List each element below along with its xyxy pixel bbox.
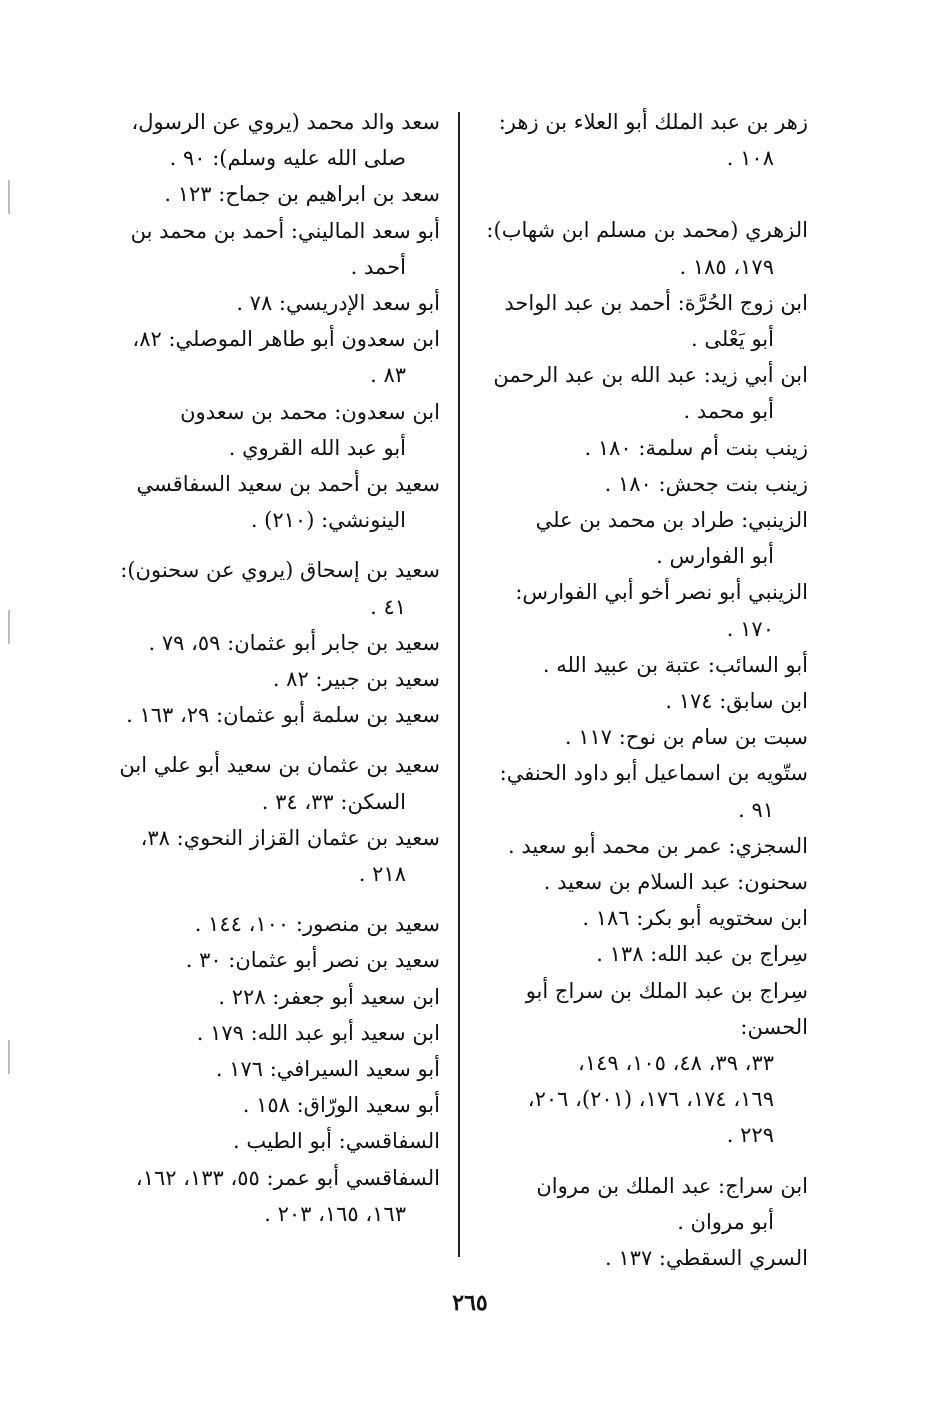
index-entry: زينب بنت أم سلمة: ١٨٠ . (584, 435, 808, 460)
index-entry: الزهري (محمد بن مسلم ابن شهاب): ١٧٩، ١٨٥ . (486, 218, 808, 279)
index-entry: سعيد بن جابر أبو عثمان: ٥٩، ٧٩ . (148, 630, 440, 655)
index-entry: ابن سختويه أبو بكر: ١٨٦ . (582, 906, 808, 931)
index-column-left (105, 104, 440, 1232)
index-entry: السفاقسي أبو عمر: ٥٥، ١٣٣، ١٦٢، ١٦٣، ١٦٥، ٢٠٣ . (135, 1165, 440, 1226)
index-entry: سعد بن ابراهيم بن جماح: ١٢٣ . (164, 182, 440, 207)
index-entry: أبو السائب: عتبة بن عبيد الله . (542, 652, 808, 677)
index-entry: الزينبي أبو نصر أخو أبي الفوارس: ١٧٠ . (515, 580, 808, 641)
index-entry: ابن سعدون: محمد بن سعدون أبو عبد الله القروي . (180, 399, 440, 460)
index-entry: السفاقسي: أبو الطيب . (233, 1129, 440, 1154)
index-entry: سعيد بن أحمد بن سعيد السفاقسي الينونشي: (٢١٠) . (136, 472, 440, 533)
index-entry: ابن أبي زيد: عبد الله بن عبد الرحمن أبو محمد . (493, 363, 808, 424)
index-entry: سعيد بن جبير: ٨٢ . (272, 667, 440, 692)
index-entry: ابن زوج الحُرَّة: أحمد بن عبد الواحد أبو يَعْلى . (504, 290, 808, 352)
index-entry: أبو سعيد السيرافي: ١٧٦ . (215, 1057, 440, 1082)
index-entry: سِراج بن عبد الملك بن سراج أبو الحسن: ٣٣، ٣٩، ٤٨، ١٠٥، ١٤٩، ١٦٩، ١٧٤، ١٧٦، (٢٠١)، ٢٠٦، ٢٢٩ . (525, 978, 808, 1148)
index-entry: سعيد بن نصر أبو عثمان: ٣٠ . (185, 948, 440, 973)
index-entry: سبت بن سام بن نوح: ١١٧ . (564, 725, 808, 750)
scan-margin-mark (8, 1040, 10, 1074)
index-entry: سعيد بن عثمان بن سعيد أبو علي ابن السكن: ٣٣، ٣٤ . (119, 753, 440, 814)
index-entry: السري السقطي: ١٣٧ . (605, 1246, 808, 1271)
index-entry: ابن سعدون أبو طاهر الموصلي: ٨٢، ٨٣ . (132, 327, 440, 388)
index-entry: سعد والد محمد (يروي عن الرسول، صلى الله عليه وسلم): ٩٠ . (131, 110, 440, 171)
scan-margin-mark (8, 180, 10, 214)
index-entry: سعيد بن منصور: ١٠٠، ١٤٤ . (194, 912, 440, 937)
index-entry: أبو سعد الإدريسي: ٧٨ . (236, 291, 440, 316)
index-column-right (470, 104, 808, 1276)
index-entry: سحنون: عبد السلام بن سعيد . (543, 870, 808, 895)
index-entry: زينب بنت جحش: ١٨٠ . (604, 471, 808, 496)
index-entry: ابن سراج: عبد الملك بن مروان أبو مروان . (536, 1173, 808, 1234)
index-entry: الزينبي: طراد بن محمد بن علي أبو الفوارس . (535, 508, 808, 569)
column-divider (458, 112, 460, 1257)
scan-margin-mark (8, 610, 10, 644)
index-entry: زهر بن عبد الملك أبو العلاء بن زهر: ١٠٨ . (498, 110, 808, 171)
index-entry: ستّويه بن اسماعيل أبو داود الحنفي: ٩١ . (499, 761, 808, 822)
index-entry: ابن سعيد أبو جعفر: ٢٢٨ . (218, 984, 440, 1009)
index-entry: سعيد بن عثمان القزاز النحوي: ٣٨، ٢١٨ . (140, 825, 440, 887)
page-number: ٢٦٥ (452, 1290, 488, 1316)
index-entry: سعيد بن إسحاق (يروي عن سحنون): ٤١ . (120, 558, 440, 619)
index-entry: أبو سعد الماليني: أحمد بن محمد بن أحمد . (130, 218, 440, 279)
index-entry: ابن سابق: ١٧٤ . (665, 689, 808, 714)
index-entry: أبو سعيد الورّاق: ١٥٨ . (242, 1093, 440, 1118)
index-entry: السجزي: عمر بن محمد أبو سعيد . (507, 833, 808, 858)
index-entry: سِراج بن عبد الله: ١٣٨ . (596, 942, 808, 967)
index-entry: ابن سعيد أبو عبد الله: ١٧٩ . (196, 1020, 440, 1045)
index-entry: سعيد بن سلمة أبو عثمان: ٢٩، ١٦٣ . (126, 703, 440, 728)
